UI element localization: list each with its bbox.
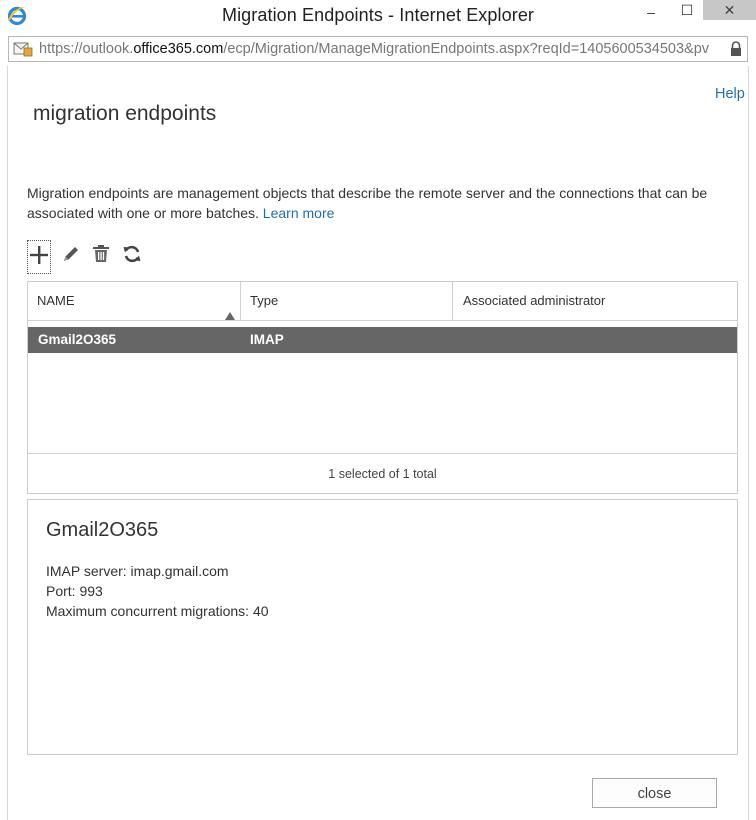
learn-more-link[interactable]: Learn more xyxy=(262,205,335,221)
add-button[interactable] xyxy=(27,240,51,274)
grid-header xyxy=(28,282,737,321)
close-button[interactable]: close xyxy=(592,778,717,808)
row-type-cell: IMAP xyxy=(250,332,284,347)
details-max-concurrent: Maximum concurrent migrations: 40 xyxy=(46,603,269,619)
add-icon xyxy=(29,245,49,270)
window-frame-right xyxy=(748,66,756,820)
maximize-button[interactable]: ☐ xyxy=(680,1,694,18)
window-titlebar xyxy=(0,0,756,32)
details-port: Port: 993 xyxy=(46,583,103,599)
delete-button[interactable] xyxy=(88,240,114,272)
edit-button[interactable] xyxy=(58,240,84,272)
details-imap-server: IMAP server: imap.gmail.com xyxy=(46,563,229,579)
minimize-button[interactable]: – xyxy=(647,4,655,20)
window-close-button[interactable]: ✕ xyxy=(703,0,756,20)
page-title: migration endpoints xyxy=(33,102,217,125)
lock-icon[interactable] xyxy=(729,40,743,58)
description-text: Migration endpoints are management objects that describe the remote server and the connections that can be associated with one or more batches. xyxy=(27,185,708,221)
endpoints-grid xyxy=(27,281,738,494)
address-bar[interactable] xyxy=(8,36,748,62)
window-title: Migration Endpoints - Internet Explorer xyxy=(221,5,535,25)
url-host: office365.com xyxy=(133,41,224,57)
edit-icon xyxy=(61,244,81,269)
page-description xyxy=(27,183,742,223)
sort-ascending-icon xyxy=(225,297,235,305)
column-header-admin[interactable]: Associated administrator xyxy=(463,293,606,308)
window-frame-left xyxy=(0,66,8,820)
column-header-name[interactable] xyxy=(28,282,241,320)
address-url[interactable] xyxy=(39,41,719,59)
trash-icon xyxy=(92,244,110,269)
url-prefix: https://outlook. xyxy=(39,41,134,57)
details-title: Gmail2O365 xyxy=(46,519,159,541)
refresh-icon xyxy=(122,244,142,269)
row-name-cell: Gmail2O365 xyxy=(38,332,117,347)
page-favicon-icon xyxy=(13,40,33,58)
details-pane xyxy=(27,499,738,755)
grid-status: 1 selected of 1 total xyxy=(28,453,737,494)
url-path: /ecp/Migration/ManageMigrationEndpoints.aspx?reqId=1405600534503&pv xyxy=(223,41,710,57)
toolbar xyxy=(27,240,157,274)
column-name-label: NAME xyxy=(37,293,75,308)
refresh-button[interactable] xyxy=(119,240,145,272)
help-link[interactable]: Help xyxy=(715,86,745,102)
column-header-type[interactable]: Type xyxy=(241,282,453,320)
table-row-selected[interactable] xyxy=(28,327,737,353)
